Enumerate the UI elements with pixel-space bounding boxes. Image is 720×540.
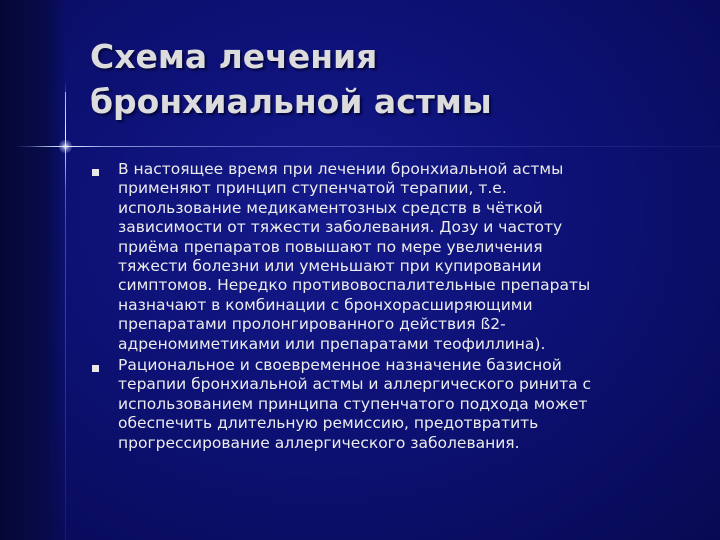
bullet-list: [90, 160, 690, 455]
bullet-line: препаратами пролонгированного действия ß2-: [118, 315, 506, 334]
bullet-line: обеспечить длительную ремиссию, предотвратить: [118, 414, 539, 433]
bullet-line: симптомов. Нередко противовоспалительные препараты: [118, 276, 591, 295]
bullet-line: использованием принципа ступенчатого подхода может: [118, 394, 588, 413]
bullet-line: Рациональное и своевременное назначение базисной: [118, 356, 562, 375]
bullet-text: [118, 160, 690, 354]
bullet-line: использование медикаментозных средств в чёткой: [118, 198, 543, 217]
bullet-line: зависимости от тяжести заболевания. Дозу и частоту: [118, 218, 563, 237]
sparkle-icon: [59, 140, 72, 153]
bullet-line: терапии бронхиальной астмы и аллергического ринита с: [118, 375, 592, 394]
bullet-item: [90, 160, 690, 354]
slide-title: [90, 34, 690, 124]
bullet-line: адреномиметиками или препаратами теофиллина).: [118, 334, 546, 353]
side-band-decoration: [0, 0, 66, 540]
bullet-line: приёма препаратов повышают по мере увеличения: [118, 237, 543, 256]
bullet-text: [118, 356, 690, 453]
bullet-line: В настоящее время при лечении бронхиальной астмы: [118, 160, 564, 178]
slide-title-line: бронхиальной астмы: [90, 82, 492, 121]
bullet-item: [90, 356, 690, 453]
square-bullet-icon: [92, 365, 99, 372]
slide-title-line: Схема лечения: [90, 37, 378, 76]
horizontal-rule-decoration: [18, 146, 720, 147]
sparkle-vertical-ray: [65, 80, 66, 190]
bullet-line: применяют принцип ступенчатой терапии, т.е.: [118, 179, 507, 198]
bullet-line: прогрессирование аллергического заболевания.: [118, 433, 520, 452]
bullet-line: тяжести болезни или уменьшают при купировании: [118, 257, 542, 276]
bullet-line: назначают в комбинации с бронхорасширяющими: [118, 295, 533, 314]
square-bullet-icon: [92, 169, 99, 176]
